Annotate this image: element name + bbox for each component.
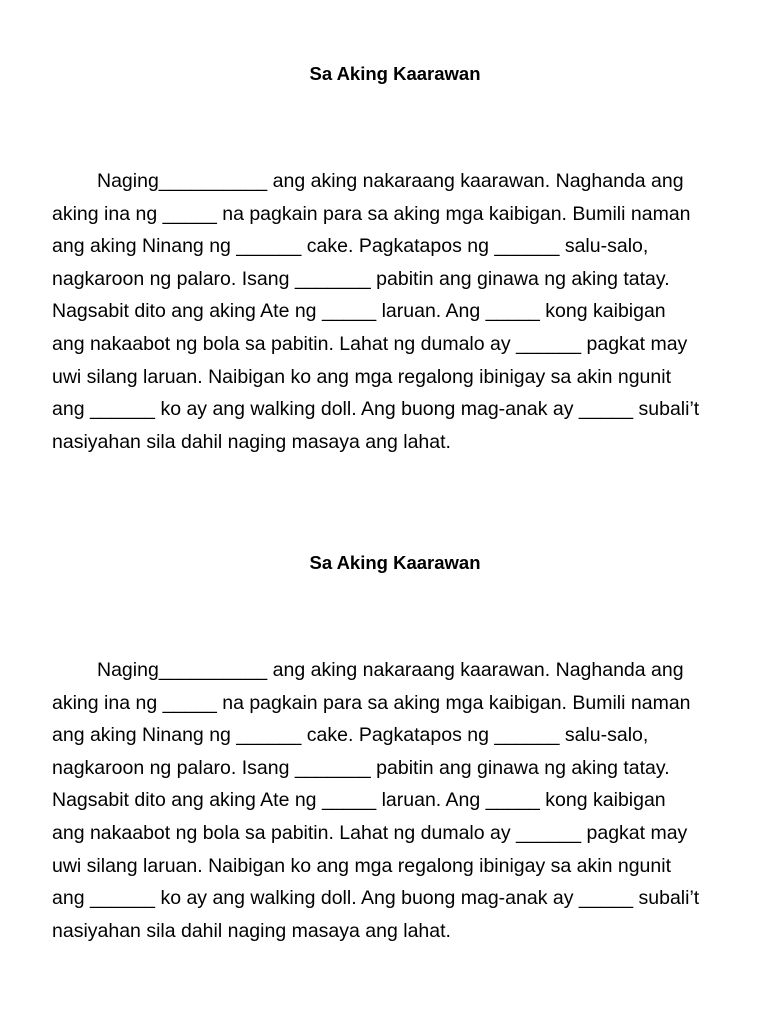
fill-in-paragraph (52, 654, 732, 947)
paragraph-line: ang nakaabot ng bola sa pabitin. Lahat ng dumalo ay ______ pagkat may (52, 332, 688, 355)
paragraph-line: aking ina ng _____ na pagkain para sa aking mga kaibigan. Bumili naman (52, 691, 691, 714)
worksheet-2 (52, 549, 732, 947)
paragraph-line: ang aking Ninang ng ______ cake. Pagkatapos ng ______ salu-salo, (52, 235, 649, 258)
paragraph-line: ang nakaabot ng bola sa pabitin. Lahat ng dumalo ay ______ pagkat may (52, 821, 688, 844)
paragraph-line: Naging__________ ang aking nakaraang kaarawan. Naghanda ang (97, 659, 684, 681)
paragraph-line: Naging__________ ang aking nakaraang kaarawan. Naghanda ang (97, 170, 684, 192)
paragraph-line: ang aking Ninang ng ______ cake. Pagkatapos ng ______ salu-salo, (52, 724, 649, 747)
paragraph-line: ang ______ ko ay ang walking doll. Ang buong mag-anak ay _____ subali’t (52, 398, 700, 421)
worksheet-title: Sa Aking Kaarawan (309, 552, 481, 573)
paragraph-line: ang ______ ko ay ang walking doll. Ang buong mag-anak ay _____ subali’t (52, 887, 700, 910)
paragraph-line: uwi silang laruan. Naibigan ko ang mga regalong ibinigay sa akin ngunit (52, 365, 671, 388)
paragraph-line: Nagsabit dito ang aking Ate ng _____ laruan. Ang _____ kong kaibigan (52, 300, 666, 323)
paragraph-line: nagkaroon ng palaro. Isang _______ pabitin ang ginawa ng aking tatay. (52, 756, 670, 779)
worksheet-title: Sa Aking Kaarawan (309, 63, 481, 84)
fill-in-paragraph (52, 165, 732, 458)
paragraph-line: nasiyahan sila dahil naging masaya ang lahat. (52, 919, 451, 942)
paragraph-line: Nagsabit dito ang aking Ate ng _____ laruan. Ang _____ kong kaibigan (52, 789, 666, 812)
paragraph-line: nagkaroon ng palaro. Isang _______ pabitin ang ginawa ng aking tatay. (52, 267, 670, 290)
paragraph-line: aking ina ng _____ na pagkain para sa aking mga kaibigan. Bumili naman (52, 202, 691, 225)
worksheet-1 (52, 60, 732, 458)
paragraph-line: nasiyahan sila dahil naging masaya ang lahat. (52, 430, 451, 453)
paragraph-line: uwi silang laruan. Naibigan ko ang mga regalong ibinigay sa akin ngunit (52, 854, 671, 877)
